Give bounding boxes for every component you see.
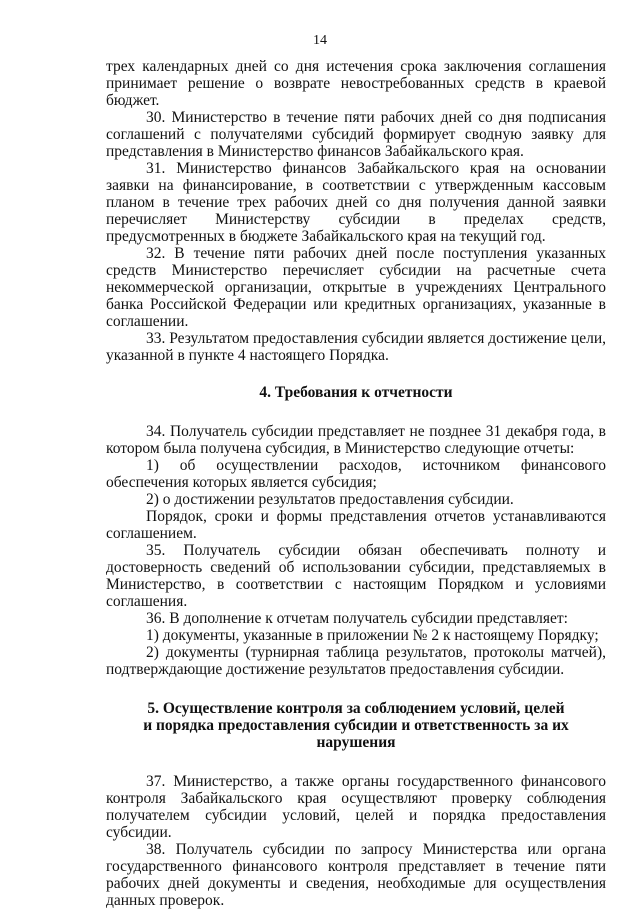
paragraphs-top: [106, 58, 606, 364]
section-5-paragraphs: [106, 773, 606, 909]
paragraph: 34. Получатель субсидии представляет не позднее 31 декабря года, в котором была получена субсидия, в Министерство следующие отчеты:: [106, 423, 606, 457]
paragraph: 36. В дополнение к отчетам получатель субсидии представляет:: [146, 610, 568, 627]
paragraph: 32. В течение пяти рабочих дней после поступления указанных средств Министерство перечисляет субсидии на расчетные счета некоммерческой организации, открытые в учреждениях Центрального банка Российской Федерации или кредитных организациях, указанные в соглашении.: [106, 245, 606, 330]
section-4-paragraphs: [106, 423, 606, 678]
document-body: [106, 58, 606, 909]
paragraph: 2) документы (турнирная таблица результатов, протоколы матчей), подтверждающие достижение результатов предоставления субсидии.: [106, 644, 606, 678]
paragraph: 2) о достижении результатов предоставления субсидии.: [146, 491, 514, 508]
paragraph: 30. Министерство в течение пяти рабочих дней со дня подписания соглашений с получателями субсидий формирует сводную заявку для представления в Министерство финансов Забайкальского края.: [106, 109, 606, 160]
page-number: 14: [313, 33, 327, 48]
paragraph: Порядок, сроки и формы представления отчетов устанавливаются соглашением.: [106, 508, 606, 542]
paragraph: 1) документы, указанные в приложении № 2 к настоящему Порядку;: [146, 627, 599, 644]
paragraph: трех календарных дней со дня истечения срока заключения соглашения принимает решение о возврате невостребованных средств в краевой бюджет.: [106, 58, 606, 109]
paragraph: 31. Министерство финансов Забайкальского края на основании заявки на финансирование, в соответствии с утвержденным кассовым планом в течение трех рабочих дней со дня получения данной заявки перечисляет Министерству субсидии в пределах средств, предусмотренных в бюджете Забайкальского края на текущий год.: [106, 160, 606, 245]
section-5-heading: [106, 700, 606, 751]
section-5-heading-line2: и порядка предоставления субсидии и ответственность за их нарушения: [143, 717, 569, 751]
paragraph: 38. Получатель субсидии по запросу Министерства или органа государственного финансового контроля представляет в течение пяти рабочих дней документы и сведения, необходимые для осуществления данных проверок.: [106, 841, 606, 909]
paragraph: 35. Получатель субсидии обязан обеспечивать полноту и достоверность сведений об использовании субсидии, представляемых в Министерство, в соответствии с настоящим Порядком и условиями соглашения.: [106, 542, 606, 610]
paragraph: 33. Результатом предоставления субсидии является достижение цели, указанной в пункте 4 настоящего Порядка.: [106, 330, 606, 364]
section-4-heading: 4. Требования к отчетности: [259, 384, 453, 401]
paragraph: 37. Министерство, а также органы государственного финансового контроля Забайкальского края осуществляют проверку соблюдения получателем субсидии условий, целей и порядка предоставления субсидии.: [106, 773, 606, 841]
section-5-heading-line1: 5. Осуществление контроля за соблюдением условий, целей: [147, 700, 565, 717]
paragraph: 1) об осуществлении расходов, источником финансового обеспечения которых является субсидия;: [106, 457, 606, 491]
